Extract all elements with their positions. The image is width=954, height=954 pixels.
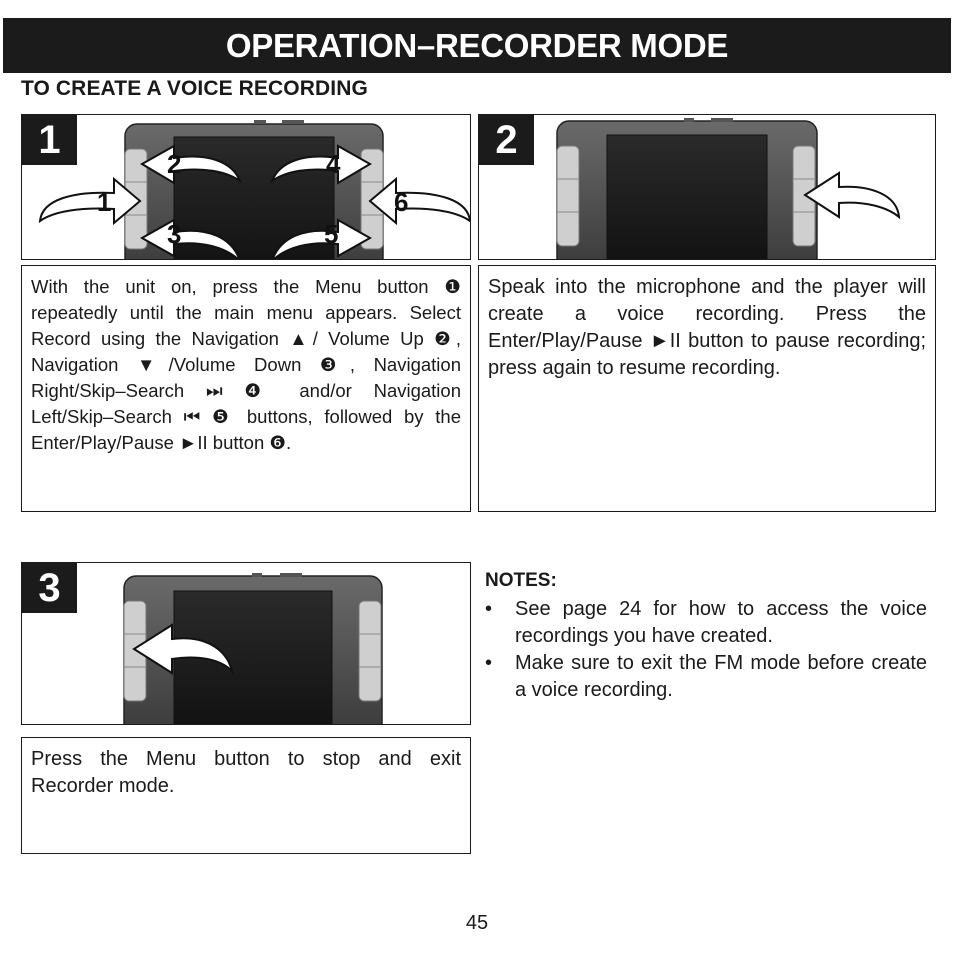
- bullet: •: [485, 598, 493, 620]
- step-2-text: Speak into the microphone and the player will create a voice recording. Press the Enter/Play/Pause ►II button to pause recording; press again to resume recording.: [488, 276, 926, 379]
- page-header: [3, 18, 951, 73]
- callout-1: 1: [97, 187, 112, 217]
- notes-list: [485, 596, 927, 704]
- step-2-badge: 2: [479, 115, 534, 165]
- step-3-instructions: [21, 737, 471, 854]
- page-title: OPERATION–RECORDER MODE: [225, 26, 729, 64]
- device-illustration-1: [22, 115, 471, 260]
- step-1-badge: 1: [22, 115, 77, 165]
- callout-2: 2: [167, 149, 182, 179]
- bullet: •: [485, 652, 493, 674]
- step-3-illustration: [21, 562, 471, 725]
- device-illustration-3: [22, 563, 471, 725]
- section-subtitle: TO CREATE A VOICE RECORDING: [21, 77, 368, 100]
- device-illustration-2: [479, 115, 936, 260]
- step-1-instructions: [21, 265, 471, 512]
- note-item: [485, 596, 927, 650]
- note-text: See page 24 for how to access the voice recordings you have created.: [515, 598, 927, 647]
- step-3-text: Press the Menu button to stop and exit Recorder mode.: [31, 748, 461, 797]
- note-item: [485, 650, 927, 704]
- callout-5: 5: [324, 219, 339, 249]
- callout-3: 3: [167, 219, 182, 249]
- page-number: 45: [465, 912, 489, 934]
- callout-4: 4: [326, 149, 341, 179]
- step-1-illustration: [21, 114, 471, 260]
- note-text: Make sure to exit the FM mode before create a voice recording.: [515, 652, 927, 701]
- callout-6: 6: [394, 187, 409, 217]
- notes-title: NOTES:: [485, 570, 557, 591]
- step-2-instructions: [478, 265, 936, 512]
- notes-section: [485, 567, 927, 704]
- step-3-badge: 3: [22, 563, 77, 613]
- step-1-text: With the unit on, press the Menu button ❶ repeatedly until the main menu appears. Select Record using the Navigation ▲/ Volume Up ❷, Navigation ▼/Volume Down ❸, Navigation Right/Skip–Search ⏭ ❹ and/or Navigation Left/Skip–Search ⏮ ❺ buttons, followed by the Enter/Play/Pause ►II button ❻.: [31, 276, 461, 453]
- step-2-illustration: [478, 114, 936, 260]
